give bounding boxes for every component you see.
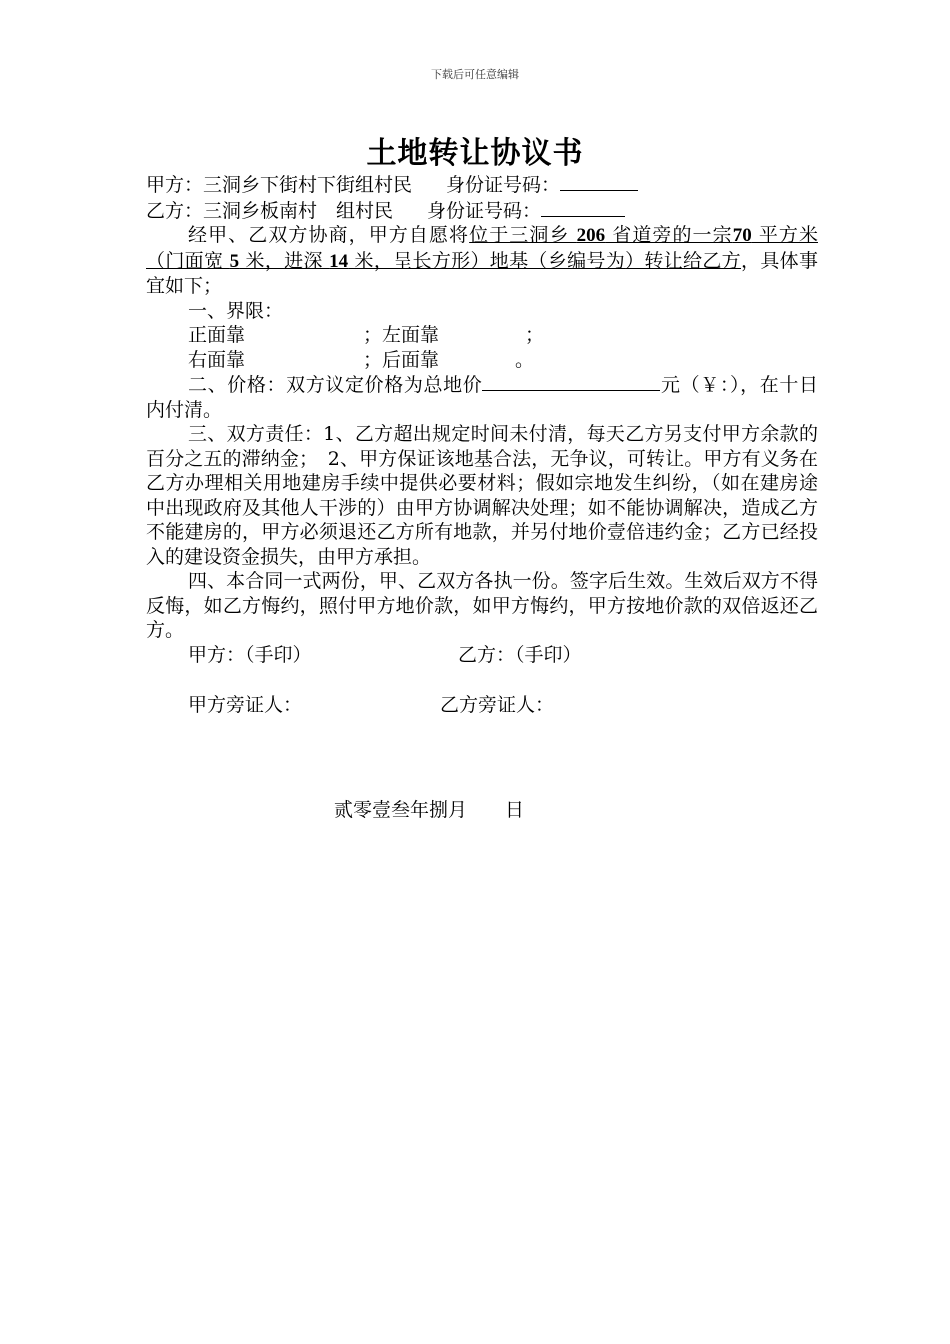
- party-a-signature: 甲方：（手印）: [188, 643, 312, 666]
- boundary-row-1: [146, 323, 818, 348]
- party-a-id-blank[interactable]: [560, 172, 638, 191]
- boundary-front-label: 正面靠: [188, 324, 246, 346]
- party-b-line: [146, 198, 818, 224]
- price-text: 二、价格：双方议定价格为总地价: [188, 374, 483, 396]
- intro-num-5: 5: [229, 250, 240, 272]
- intro-num-14: 14: [329, 250, 349, 272]
- boundary-heading: 一、界限：: [188, 299, 284, 322]
- boundary-left-end: ；: [525, 324, 545, 346]
- party-b-id-label: 身份证号码：: [427, 199, 542, 222]
- witness-row: [146, 693, 818, 717]
- price-amount-blank[interactable]: [482, 372, 660, 391]
- duties-paragraph: 三、双方责任：1、乙方超出规定时间未付清，每天乙方另支付甲方余款的百分之五的滞纳金； 2、甲方保证该地基合法，无争议，可转让。甲方有义务在乙方办理相关用地建房手续中提供必要材料；假如宗地发生纠纷，（如在建房途中出现政府及其他人干涉的）由甲方协调解决处理；如不能协调解决，造成乙方不能建房的，甲方必须退还乙方所有地款，并另付地价壹倍违约金；乙方已经投入的建设资金损失，由甲方承担。: [146, 423, 818, 568]
- party-b-label: 乙方：三洞乡板南村 组村民: [146, 199, 394, 222]
- header-note: 下载后可任意编辑: [431, 68, 519, 81]
- price-end: ），在十日内付清。: [146, 374, 818, 421]
- boundary-right-label: 右面靠: [188, 348, 246, 371]
- party-a-id-label: 身份证号码：: [446, 174, 561, 196]
- copies-paragraph: 四、本合同一式两份，甲、乙双方各执一份。签字后生效。生效后双方不得反悔，如乙方悔约，照付甲方地价款，如甲方悔约，甲方按地价款的双倍返还乙方。: [146, 570, 818, 641]
- boundary-back-label: ；后面靠: [363, 348, 440, 371]
- intro-num-70: 70: [732, 225, 752, 246]
- document-title: 土地转让协议书: [366, 136, 584, 171]
- boundary-left-label: ；左面靠: [363, 324, 440, 346]
- intro-underlined-6: ）转让给乙方: [625, 249, 741, 272]
- signature-row: [146, 643, 818, 667]
- intro-suffix: ，具体事宜如下；: [146, 249, 818, 297]
- price-unit: 元（￥：: [660, 374, 730, 396]
- agreement-body: [146, 172, 818, 717]
- intro-underlined-2: 省道旁的一宗: [605, 224, 733, 246]
- party-a-line: [146, 172, 818, 198]
- intro-underlined-4: 米，进深: [239, 249, 330, 272]
- intro-underlined-1: 位于三洞乡: [469, 224, 577, 246]
- intro-underlined-5: 米，呈长方形）地基（乡编号为: [348, 249, 626, 272]
- party-b-id-blank[interactable]: [541, 198, 625, 217]
- party-b-witness: 乙方旁证人：: [440, 693, 555, 716]
- boundary-back-end: 。: [515, 348, 535, 371]
- price-paragraph: [146, 372, 818, 422]
- intro-prefix: 经甲、乙双方协商，甲方自愿将: [188, 224, 470, 246]
- party-b-signature: 乙方：（手印）: [458, 643, 582, 666]
- party-a-witness: 甲方旁证人：: [188, 693, 303, 716]
- intro-num-206: 206: [576, 225, 606, 246]
- signing-date: 贰零壹叁年捌月 日: [334, 799, 525, 821]
- boundary-row-2: [146, 348, 818, 373]
- party-a-label: 甲方：三洞乡下街村下街组村民: [146, 174, 413, 196]
- intro-paragraph: [146, 223, 818, 299]
- intro-underlined-3: 平方米（门面宽: [146, 224, 818, 272]
